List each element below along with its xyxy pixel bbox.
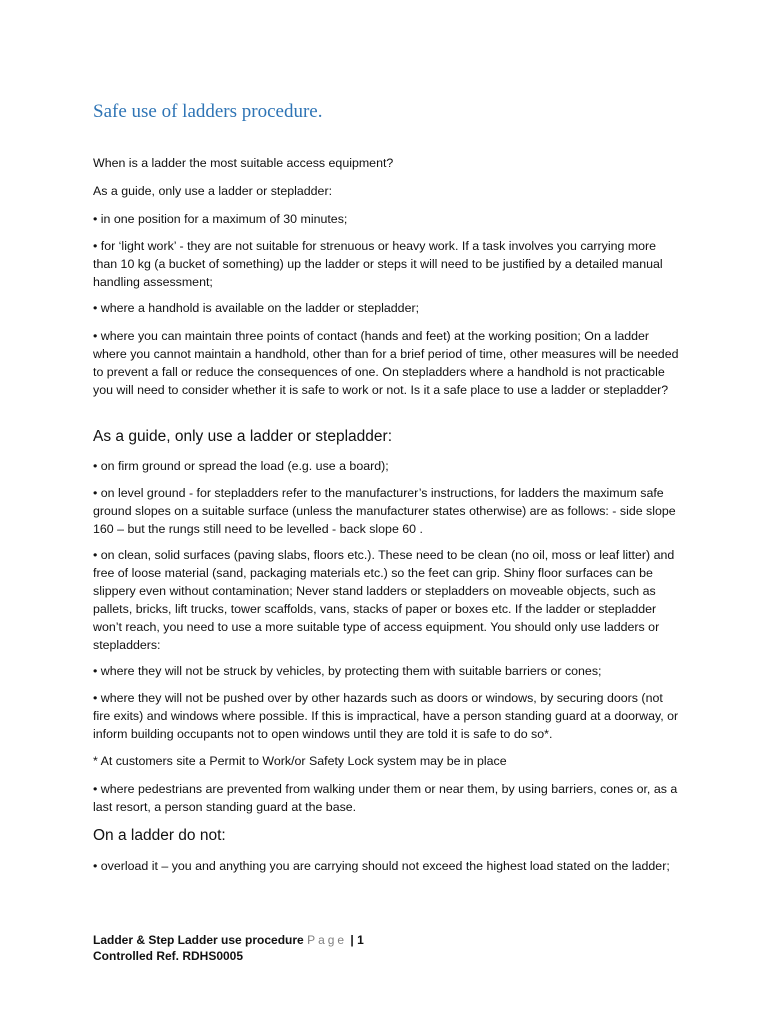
list-item: • for ‘light work’ - they are not suitable for strenuous or heavy work. If a task involves you carrying more than 10 kg (a bucket of something) up the ladder or steps it will need to be justified by a detailed manual handling assessment; <box>93 239 663 289</box>
list-item: • on clean, solid surfaces (paving slabs, floors etc.). These need to be clean (no oil, moss or leaf litter) and free of loose material (sand, packaging materials etc.) so the feet can grip. Shiny floor surfaces can be slippery even without contamination; Never stand ladders or stepladders on moveable objects, such as pallets, bricks, lift trucks, tower scaffolds, vans, stacks of paper or boxes etc. If the ladder or stepladder won’t reach, you need to use a more suitable type of access equipment. You should only use ladders or stepladders: <box>93 548 675 652</box>
list-item: • in one position for a maximum of 30 minutes; <box>93 212 348 226</box>
footer-page-word: Page <box>307 933 348 947</box>
section-heading: On a ladder do not: <box>93 827 226 844</box>
list-item: • where you can maintain three points of contact (hands and feet) at the working position; On a ladder where you cannot maintain a handhold, other than for a brief period of time, other measures will be needed to prevent a fall or reduce the consequences of one. On stepladders where a handhold is not practicable you will need to consider whether it is safe to work or not. Is it a safe place to use a ladder or stepladder? <box>93 329 679 397</box>
section-heading: As a guide, only use a ladder or stepladder: <box>93 428 392 445</box>
footer-controlled-ref: Controlled Ref. RDHS0005 <box>93 949 244 963</box>
page-footer <box>93 932 364 948</box>
guide-intro: As a guide, only use a ladder or stepladder: <box>93 184 333 198</box>
list-item: • where they will not be struck by vehicles, by protecting them with suitable barriers or cones; <box>93 664 602 678</box>
list-item: • on level ground - for stepladders refer to the manufacturer’s instructions, for ladders the maximum safe ground slopes on a suitable surface (unless the manufacturer states otherwise) are as follows: - side slope 160 – but the rungs still need to be levelled - back slope 60 . <box>93 486 676 536</box>
footer-page-number: 1 <box>357 933 364 947</box>
document-title: Safe use of ladders procedure. <box>93 101 323 122</box>
list-item: • where pedestrians are prevented from walking under them or near them, by using barriers, cones or, as a last resort, a person standing guard at the base. <box>93 782 678 814</box>
footer-title: Ladder & Step Ladder use procedure <box>93 933 304 947</box>
note-text: * At customers site a Permit to Work/or Safety Lock system may be in place <box>93 754 507 768</box>
footer-separator: | <box>347 933 358 947</box>
list-item: • overload it – you and anything you are carrying should not exceed the highest load stated on the ladder; <box>93 859 670 873</box>
list-item: • where a handhold is available on the ladder or stepladder; <box>93 301 420 315</box>
list-item: • on firm ground or spread the load (e.g. use a board); <box>93 459 389 473</box>
list-item: • where they will not be pushed over by other hazards such as doors or windows, by securing doors (not fire exits) and windows where possible. If this is impractical, have a person standing guard at a doorway, or inform building occupants not to open windows until they are told it is safe to do so*. <box>93 691 679 741</box>
question-text: When is a ladder the most suitable access equipment? <box>93 156 394 170</box>
